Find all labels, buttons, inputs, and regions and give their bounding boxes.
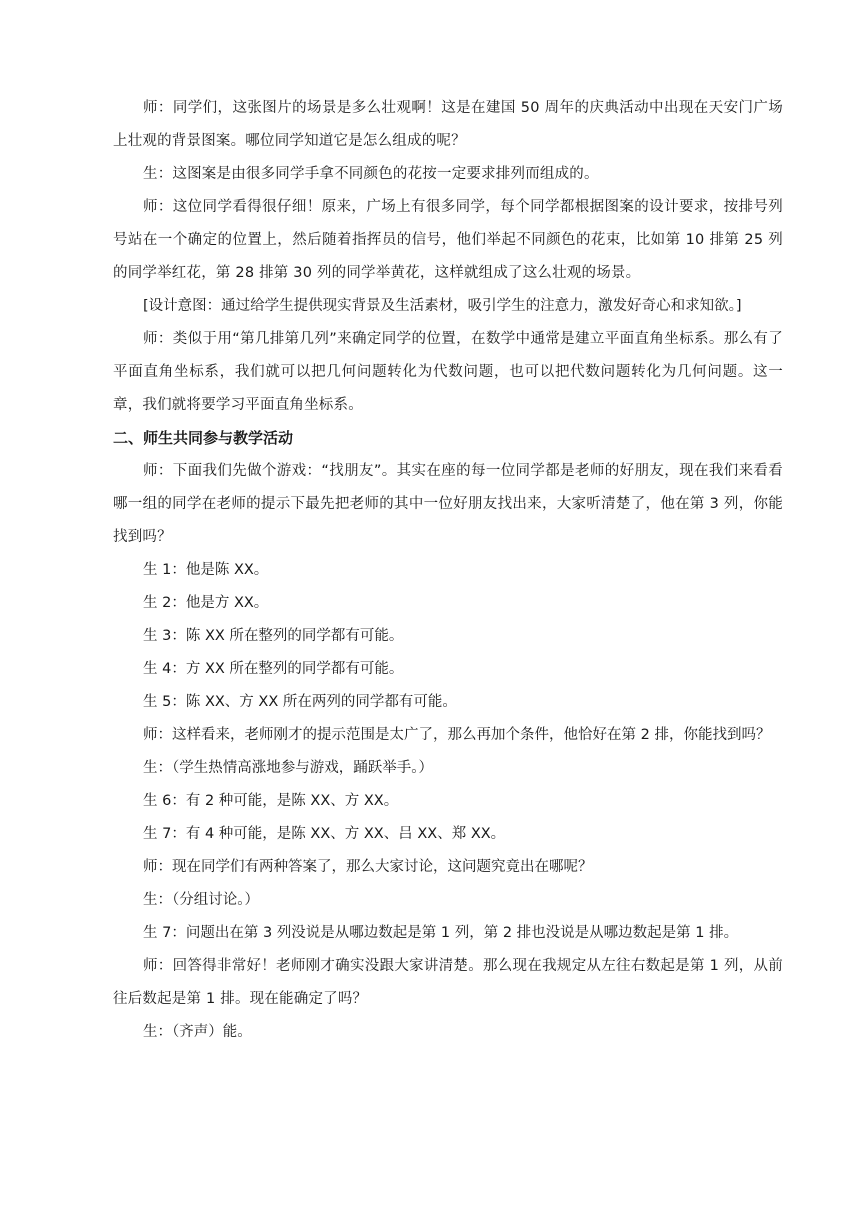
dialogue-line: 师：这样看来，老师刚才的提示范围是太广了，那么再加个条件，他恰好在第 2 排，你能找到吗？ <box>143 727 771 743</box>
paragraph-teacher-rule: 师：回答得非常好！老师刚才确实没跟大家讲清楚。那么现在我规定从左往右数起是第 1 列，从前往后数起是第 1 排。现在能确定了吗？ <box>113 958 783 1007</box>
dialogue-line: 生：（分组讨论。） <box>143 892 259 908</box>
dialogue-line: 师：现在同学们有两种答案了，那么大家讨论，这问题究竟出在哪呢？ <box>143 859 593 875</box>
dialogue-line: 生 1：他是陈 XX。 <box>143 562 269 578</box>
dialogue-line: 生 7：有 4 种可能，是陈 XX、方 XX、吕 XX、郑 XX。 <box>143 826 506 842</box>
section-heading: 二、师生共同参与教学活动 <box>113 429 294 447</box>
paragraph-game-intro: 师：下面我们先做个游戏：“找朋友”。其实在座的每一位同学都是老师的好朋友，现在我们来看看哪一组的同学在老师的提示下最先把老师的其中一位好朋友找出来，大家听清楚了，他在第 3 列，你能找到吗？ <box>113 463 783 545</box>
dialogue-line: 生：（齐声）能。 <box>143 1024 252 1040</box>
dialogue-line: 生：（学生热情高涨地参与游戏，踊跃举手。） <box>143 760 433 776</box>
dialogue-line: 生 7：问题出在第 3 列没说是从哪边数起是第 1 列，第 2 排也没说是从哪边数起是第 1 排。 <box>143 925 739 941</box>
paragraph-student-answer: 生：这图案是由很多同学手拿不同颜色的花按一定要求排列而组成的。 <box>143 166 599 182</box>
dialogue-line: 生 4：方 XX 所在整列的同学都有可能。 <box>143 661 404 677</box>
dialogue-line: 生 5：陈 XX、方 XX 所在两列的同学都有可能。 <box>143 694 457 710</box>
paragraph-design-intent: [设计意图：通过给学生提供现实背景及生活素材，吸引学生的注意力，激发好奇心和求知欲。] <box>143 298 742 314</box>
paragraph-teacher-coordinate: 师：类似于用“第几排第几列”来确定同学的位置，在数学中通常是建立平面直角坐标系。那么有了平面直角坐标系，我们就可以把几何问题转化为代数问题，也可以把代数问题转化为几何问题。这一章，我们就将要学习平面直角坐标系。 <box>113 331 783 413</box>
dialogue-line: 生 2：他是方 XX。 <box>143 595 269 611</box>
paragraph-teacher-explain: 师：这位同学看得很仔细！原来，广场上有很多同学，每个同学都根据图案的设计要求，按排号列号站在一个确定的位置上，然后随着指挥员的信号，他们举起不同颜色的花束，比如第 10 排第 25 列的同学举红花，第 28 排第 30 列的同学举黄花，这样就组成了这么壮观的场景。 <box>113 199 783 281</box>
document-body <box>113 92 783 1049</box>
paragraph-teacher-intro: 师：同学们，这张图片的场景是多么壮观啊！这是在建国 50 周年的庆典活动中出现在天安门广场上壮观的背景图案。哪位同学知道它是怎么组成的呢？ <box>113 100 783 149</box>
dialogue-line: 生 3：陈 XX 所在整列的同学都有可能。 <box>143 628 404 644</box>
dialogue-line: 生 6：有 2 种可能，是陈 XX、方 XX。 <box>143 793 399 809</box>
